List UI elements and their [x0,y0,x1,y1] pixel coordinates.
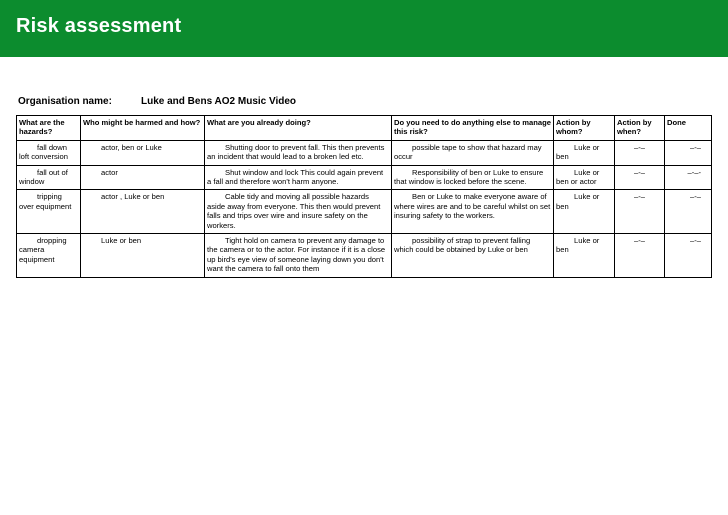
col-header-further-action: Do you need to do anything else to manage this risk? [392,116,554,141]
hazard-cell: dropping camera equipment [17,234,81,278]
col-header-hazards: What are the hazards? [17,116,81,141]
by-whom-cell: Luke or ben [554,234,615,278]
col-header-by-whom: Action by whom? [554,116,615,141]
further-action-cell: possibility of strap to prevent falling which could be obtained by Luke or ben [392,234,554,278]
hazard-cell: fall out of window [17,165,81,190]
already-doing-cell: Cable tidy and moving all possible hazards aside away from everyone. This then would prevent falls and trips over wire and insure safety on the workers. [205,190,392,234]
further-action-cell: possible tape to show that hazard may occur [392,140,554,165]
by-whom-cell: Luke or ben or actor [554,165,615,190]
table-row [17,234,712,278]
who-cell: actor [81,165,205,190]
organisation-value: Luke and Bens AO2 Music Video [141,96,297,107]
col-header-done: Done [665,116,712,141]
col-header-already-doing: What are you already doing? [205,116,392,141]
done-cell: –-–- [665,165,712,190]
organisation-label: Organisation name: [18,96,112,107]
hazard-cell: fall down loft conversion [17,140,81,165]
already-doing-cell: Tight hold on camera to prevent any damage to the camera or to the actor. For instance if it is a close up bird's eye view of someone laying down you don't want the camera to fall onto them [205,234,392,278]
already-doing-cell: Shut window and lock This could again prevent a fall and therefore won't harm anyone. [205,165,392,190]
who-cell: Luke or ben [81,234,205,278]
who-cell: actor, ben or Luke [81,140,205,165]
further-action-cell: Responsibility of ben or Luke to ensure that window is locked before the scene. [392,165,554,190]
title-banner [0,0,728,57]
table-row [17,190,712,234]
table-row [17,140,712,165]
done-cell: –-– [665,140,712,165]
done-cell: –-– [665,234,712,278]
col-header-by-when: Action by when? [615,116,665,141]
page-title: Risk assessment [16,15,182,37]
hazard-cell: tripping over equipment [17,190,81,234]
risk-table [16,115,712,278]
further-action-cell: Ben or Luke to make everyone aware of where wires are and to be careful whilst on set insuring safety to the workers. [392,190,554,234]
table-row [17,165,712,190]
by-whom-cell: Luke or ben [554,190,615,234]
by-whom-cell: Luke or ben [554,140,615,165]
by-when-cell: –-– [615,165,665,190]
already-doing-cell: Shutting door to prevent fall. This then prevents an incident that would lead to a broken led etc. [205,140,392,165]
organisation-row [18,96,297,107]
done-cell: –-– [665,190,712,234]
col-header-who: Who might be harmed and how? [81,116,205,141]
who-cell: actor , Luke or ben [81,190,205,234]
table-header-row [17,116,712,141]
by-when-cell: –-– [615,190,665,234]
by-when-cell: –-– [615,234,665,278]
by-when-cell: –-– [615,140,665,165]
